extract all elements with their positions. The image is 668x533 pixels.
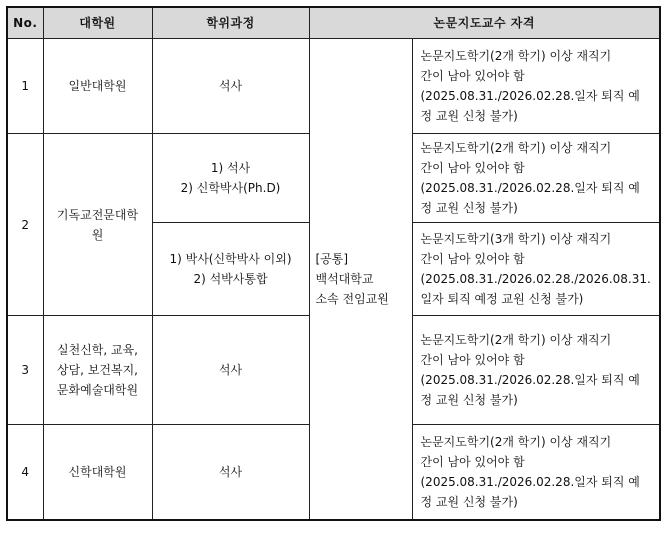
school-line: 문화예술대학원	[56, 383, 139, 397]
requirement-cell	[412, 39, 660, 134]
degree-line: 2) 신학박사(Ph.D)	[180, 181, 281, 195]
common-line: [공통]	[315, 252, 349, 266]
degree-cell	[152, 134, 309, 223]
school-line: 실천신학, 교육,	[57, 343, 138, 357]
degree-cell	[152, 425, 309, 521]
degree-line: 1) 박사(신학박사 이외)	[169, 252, 292, 266]
requirement-line: 논문지도학기(2개 학기) 이상 재직기	[420, 435, 612, 449]
requirement-cell	[412, 223, 660, 316]
requirement-line: 일자 퇴직 예정 교원 신청 불가)	[420, 292, 584, 306]
common-line: 소속 전임교원	[315, 292, 389, 306]
header-graduate-school: 대학원	[43, 7, 152, 39]
school-line: 원	[91, 227, 104, 242]
requirement-line: 논문지도학기(3개 학기) 이상 재직기	[420, 232, 612, 246]
degree-line: 석사	[218, 465, 243, 479]
qualification-table-container	[6, 6, 659, 521]
degree-cell	[152, 223, 309, 316]
school-line: 신학대학원	[68, 465, 127, 479]
requirement-line: 간이 남아 있어야 함	[420, 252, 525, 266]
advisor-qualification-table	[6, 6, 661, 521]
requirement-line: (2025.08.31./2026.02.28.일자 퇴직 예	[420, 89, 640, 103]
requirement-cell	[412, 316, 660, 425]
requirement-line: 논문지도학기(2개 학기) 이상 재직기	[420, 141, 612, 155]
requirement-line: 논문지도학기(2개 학기) 이상 재직기	[420, 49, 612, 63]
graduate-school-cell	[43, 425, 152, 521]
school-line: 일반대학원	[68, 79, 127, 93]
row-number: 1	[7, 39, 43, 134]
header-qualification: 논문지도교수 자격	[309, 7, 660, 39]
degree-cell	[152, 39, 309, 134]
requirement-line: 정 교원 신청 불가)	[420, 109, 518, 123]
requirement-line: 간이 남아 있어야 함	[420, 353, 525, 367]
common-line: 백석대학교	[315, 272, 374, 286]
requirement-line: 간이 남아 있어야 함	[420, 69, 525, 83]
school-line: 기독교전문대학	[56, 207, 139, 222]
header-degree-program: 학위과정	[152, 7, 309, 39]
table-row	[7, 39, 660, 134]
requirement-line: (2025.08.31./2026.02.28.일자 퇴직 예	[420, 373, 640, 387]
row-number: 2	[7, 134, 43, 316]
requirement-line: (2025.08.31./2026.02.28.일자 퇴직 예	[420, 181, 640, 195]
row-number: 3	[7, 316, 43, 425]
graduate-school-cell	[43, 39, 152, 134]
requirement-line: 간이 남아 있어야 함	[420, 455, 525, 469]
requirement-line: 정 교원 신청 불가)	[420, 495, 518, 509]
header-row	[7, 7, 660, 39]
school-line: 상담, 보건복지,	[57, 363, 138, 377]
requirement-line: 정 교원 신청 불가)	[420, 393, 518, 407]
requirement-line: (2025.08.31./2026.02.28./2026.08.31.	[420, 272, 651, 286]
common-qualification-cell	[309, 39, 412, 521]
requirement-line: 논문지도학기(2개 학기) 이상 재직기	[420, 333, 612, 347]
graduate-school-cell	[43, 134, 152, 316]
row-number: 4	[7, 425, 43, 521]
requirement-line: 간이 남아 있어야 함	[420, 161, 525, 175]
degree-line: 석사	[218, 79, 243, 93]
requirement-line: (2025.08.31./2026.02.28.일자 퇴직 예	[420, 475, 640, 489]
degree-line: 2) 석박사통합	[193, 272, 268, 286]
degree-line: 석사	[218, 363, 243, 377]
graduate-school-cell	[43, 316, 152, 425]
requirement-cell	[412, 425, 660, 521]
degree-cell	[152, 316, 309, 425]
degree-line: 1) 석사	[210, 161, 251, 175]
header-no: No.	[7, 7, 43, 39]
requirement-line: 정 교원 신청 불가)	[420, 201, 518, 215]
requirement-cell	[412, 134, 660, 223]
